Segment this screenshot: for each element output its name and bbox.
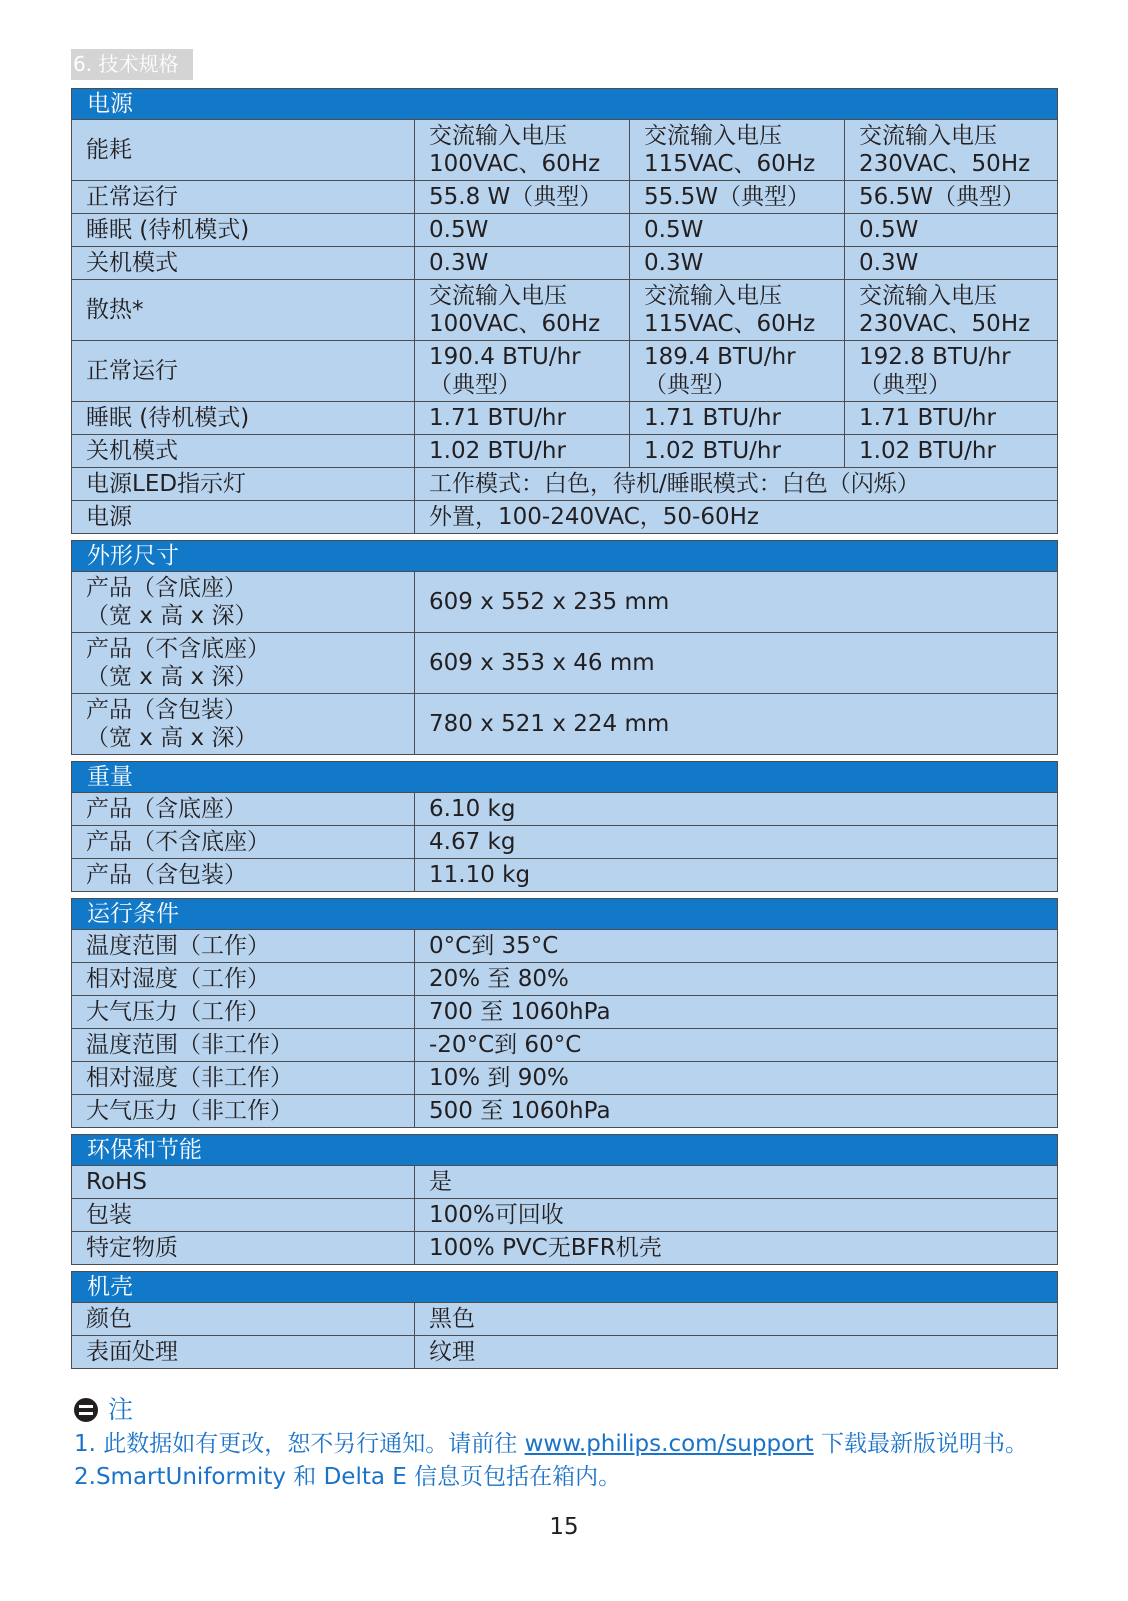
spec-value: 1.02 BTU/hr — [415, 435, 630, 467]
spec-label: 睡眠 (待机模式) — [72, 402, 415, 434]
spec-row — [71, 341, 1058, 402]
note — [74, 1393, 1028, 1494]
spec-row — [71, 826, 1058, 859]
spec-label: 表面处理 — [72, 1336, 415, 1368]
spec-row — [71, 996, 1058, 1029]
spec-row — [71, 572, 1058, 633]
spec-value: 1.71 BTU/hr — [859, 405, 996, 431]
spec-group — [71, 88, 1058, 534]
page-number: 15 — [549, 1514, 579, 1540]
spec-label: 特定物质 — [72, 1232, 415, 1264]
spec-label: 产品（不含底座） （宽 x 高 x 深） — [72, 633, 415, 693]
spec-row — [71, 859, 1058, 892]
spec-label: 大气压力（非工作） — [72, 1095, 415, 1127]
note-line-1-text: 1. 此数据如有更改，恕不另行通知。请前往 — [74, 1431, 525, 1457]
spec-label: 散热* — [72, 280, 415, 340]
spec-row — [71, 1029, 1058, 1062]
note-line-1-tail: 下载最新版说明书。 — [813, 1431, 1028, 1457]
spec-value: 0.3W — [415, 247, 630, 279]
spec-row — [71, 1232, 1058, 1265]
spec-row — [71, 1199, 1058, 1232]
spec-row — [71, 435, 1058, 468]
spec-row — [71, 214, 1058, 247]
spec-row — [71, 120, 1058, 181]
spec-value: 6.10 kg — [429, 796, 516, 822]
spec-value: 纹理 — [429, 1339, 475, 1365]
spec-value: 交流输入电压 115VAC、60Hz — [630, 120, 845, 180]
spec-label: 电源LED指示灯 — [72, 468, 415, 500]
spec-value: 0.3W — [859, 250, 919, 276]
group-header: 环保和节能 — [71, 1134, 1058, 1166]
spec-group — [71, 540, 1058, 755]
spec-row — [71, 694, 1058, 755]
spec-value: 0°C到 35°C — [429, 933, 559, 959]
spec-value: 189.4 BTU/hr （典型） — [630, 341, 845, 401]
spec-row — [71, 963, 1058, 996]
spec-value: 外置，100-240VAC，50-60Hz — [429, 504, 759, 530]
spec-label: RoHS — [72, 1166, 415, 1198]
spec-group — [71, 1271, 1058, 1369]
spec-value: -20°C到 60°C — [429, 1032, 582, 1058]
group-header: 外形尺寸 — [71, 540, 1058, 572]
spec-row — [71, 468, 1058, 501]
spec-value: 0.5W — [415, 214, 630, 246]
spec-label: 相对湿度（非工作） — [72, 1062, 415, 1094]
spec-value: 4.67 kg — [429, 829, 516, 855]
spec-label: 电源 — [72, 501, 415, 533]
spec-value: 700 至 1060hPa — [429, 999, 611, 1025]
spec-value: 609 x 353 x 46 mm — [429, 650, 655, 676]
spec-table — [71, 88, 1058, 1375]
spec-value: 交流输入电压 115VAC、60Hz — [630, 280, 845, 340]
spec-label: 产品（含底座） （宽 x 高 x 深） — [72, 572, 415, 632]
spec-value: 交流输入电压 230VAC、50Hz — [859, 123, 1031, 177]
spec-value: 10% 到 90% — [429, 1065, 569, 1091]
spec-label: 颜色 — [72, 1303, 415, 1335]
note-title: 注 — [108, 1395, 134, 1424]
spec-label: 大气压力（工作） — [72, 996, 415, 1028]
spec-label: 关机模式 — [72, 247, 415, 279]
spec-row — [71, 1336, 1058, 1369]
spec-value: 交流输入电压 100VAC、60Hz — [415, 280, 630, 340]
spec-row — [71, 1166, 1058, 1199]
spec-label: 温度范围（非工作） — [72, 1029, 415, 1061]
spec-value: 56.5W（典型） — [859, 184, 1025, 210]
spec-label: 包装 — [72, 1199, 415, 1231]
note-heading — [74, 1393, 1028, 1426]
spec-value: 192.8 BTU/hr （典型） — [859, 344, 1011, 398]
spec-label: 温度范围（工作） — [72, 930, 415, 962]
spec-value: 工作模式：白色，待机/睡眠模式：白色（闪烁） — [429, 471, 920, 497]
spec-label: 正常运行 — [72, 181, 415, 213]
spec-value: 55.8 W（典型） — [415, 181, 630, 213]
spec-row — [71, 930, 1058, 963]
group-header: 机壳 — [71, 1271, 1058, 1303]
spec-row — [71, 280, 1058, 341]
spec-value: 0.5W — [630, 214, 845, 246]
spec-value: 11.10 kg — [429, 862, 531, 888]
spec-row — [71, 793, 1058, 826]
group-header: 重量 — [71, 761, 1058, 793]
spec-row — [71, 247, 1058, 280]
spec-group — [71, 761, 1058, 892]
spec-value: 609 x 552 x 235 mm — [429, 589, 670, 615]
spec-row — [71, 1062, 1058, 1095]
spec-value: 1.71 BTU/hr — [415, 402, 630, 434]
spec-label: 关机模式 — [72, 435, 415, 467]
spec-group — [71, 1134, 1058, 1265]
spec-value: 是 — [429, 1169, 452, 1195]
spec-row — [71, 1303, 1058, 1336]
note-line-2: 2.SmartUniformity 和 Delta E 信息页包括在箱内。 — [74, 1464, 622, 1490]
spec-value: 55.5W（典型） — [630, 181, 845, 213]
group-header: 运行条件 — [71, 898, 1058, 930]
spec-label: 产品（含底座） — [72, 793, 415, 825]
group-header: 电源 — [71, 88, 1058, 120]
spec-value: 100% PVC无BFR机壳 — [429, 1235, 662, 1261]
spec-value: 1.02 BTU/hr — [630, 435, 845, 467]
note-line-1 — [74, 1428, 1028, 1461]
spec-value: 交流输入电压 230VAC、50Hz — [859, 283, 1031, 337]
spec-value: 0.3W — [630, 247, 845, 279]
spec-label: 睡眠 (待机模式) — [72, 214, 415, 246]
spec-value: 0.5W — [859, 217, 919, 243]
spec-value: 1.71 BTU/hr — [630, 402, 845, 434]
spec-value: 780 x 521 x 224 mm — [429, 711, 670, 737]
spec-value: 500 至 1060hPa — [429, 1098, 611, 1124]
spec-row — [71, 1095, 1058, 1128]
spec-row — [71, 501, 1058, 534]
support-link[interactable]: www.philips.com/support — [524, 1431, 814, 1457]
spec-value: 交流输入电压 100VAC、60Hz — [415, 120, 630, 180]
spec-row — [71, 633, 1058, 694]
spec-label: 产品（不含底座） — [72, 826, 415, 858]
spec-value: 1.02 BTU/hr — [859, 438, 996, 464]
spec-value: 100%可回收 — [429, 1202, 564, 1228]
spec-label: 正常运行 — [72, 341, 415, 401]
spec-value: 20% 至 80% — [429, 966, 569, 992]
spec-label: 能耗 — [72, 120, 415, 180]
spec-row — [71, 181, 1058, 214]
note-icon — [74, 1398, 98, 1422]
spec-group — [71, 898, 1058, 1128]
spec-row — [71, 402, 1058, 435]
spec-label: 产品（含包装） （宽 x 高 x 深） — [72, 694, 415, 754]
spec-value: 黑色 — [429, 1306, 475, 1332]
spec-label: 产品（含包装） — [72, 859, 415, 891]
spec-label: 相对湿度（工作） — [72, 963, 415, 995]
spec-value: 190.4 BTU/hr （典型） — [415, 341, 630, 401]
section-tag: 6. 技术规格 — [71, 49, 193, 80]
